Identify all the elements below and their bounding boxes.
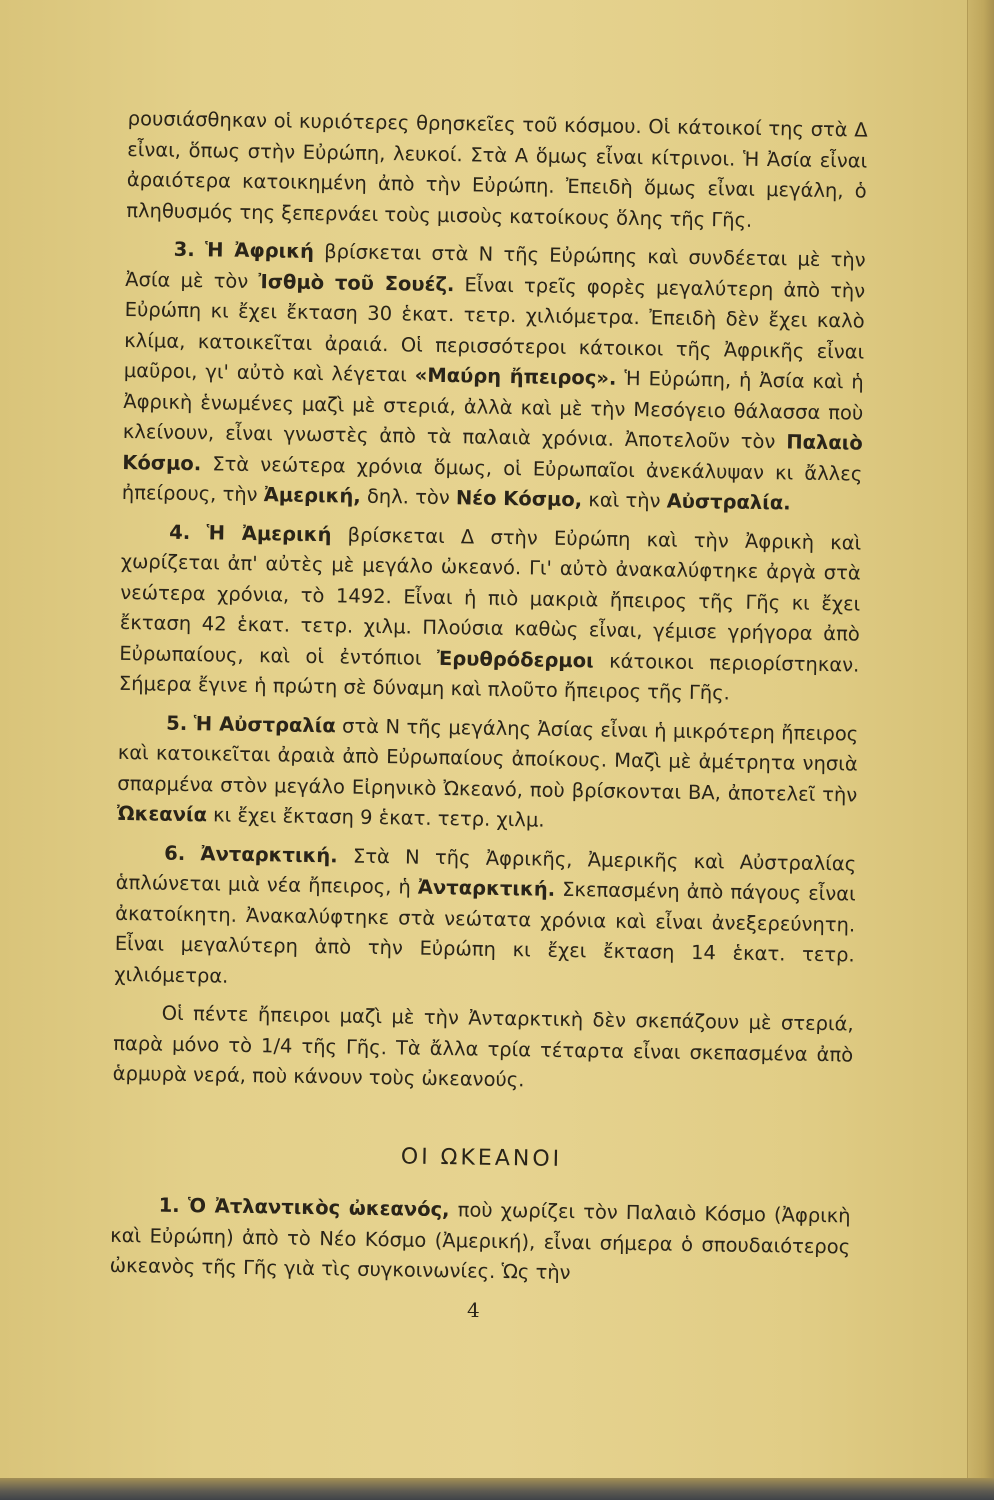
section-number: 5. <box>166 711 188 735</box>
paragraph-summary: Οἱ πέντε ἤπειροι μαζὶ μὲ τὴν Ἀνταρκτικὴ δὲν σκεπάζουν μὲ στεριά, παρὰ μόνο τὸ 1/4 τῆς Γῆς. Τὰ ἄλλα τρία τέταρτα εἶναι σκεπασμένα ἀπὸ ἁρμυρὰ νερά, ποὺ κάνουν τοὺς ὠκεανούς. <box>112 1001 854 1092</box>
paragraph-atlantic: 1. Ὁ Ἀτλαντικὸς ὠκεανός, ποὺ χωρίζει τὸν Παλαιὸ Κόσμο (Ἀφρικὴ καὶ Εὐρώπη) ἀπὸ τὸ Νέο Κόσμο (Ἀμερική), εἶναι σήμερα ὁ σπουδαιότερος ὠκεανὸς τῆς Γῆς γιὰ τὶς συγκοινωνίες. Ὡς τὴν <box>109 1193 851 1285</box>
section-title-australia: Ἡ Αὐστραλία <box>193 711 336 737</box>
paragraph-america: 4. Ἡ Ἀμερική βρίσκεται Δ στὴν Εὐρώπη καὶ τὴν Ἀφρικὴ καὶ χωρίζεται ἀπ' αὐτὲς μὲ μεγάλο ὠκεανό. Γι' αὐτὸ ἀνακαλύφτηκε ἀργὰ στὰ νεώτερα χρόνια, τὸ 1492. Εἶναι ἡ πιὸ μακριὰ ἤπειρος τῆς Γῆς κι ἔχει ἔκταση 42 ἑκατ. τετρ. χιλμ. Πλούσια καθὼς εἶναι, γέμισε γρήγορα ἀπὸ Εὐρωπαίους, καὶ οἱ ἐντόπιοι Ἐρυθρόδερμοι κάτοικοι περιορίστηκαν. Σήμερα ἔγινε ἡ πρώτη σὲ δύναμη καὶ πλοῦτο ἤπειρος τῆς Γῆς. <box>118 520 862 705</box>
section-title-america: Ἡ Ἀμερική <box>206 520 332 546</box>
paragraph-australia: 5. Ἡ Αὐστραλία στὰ Ν τῆς μεγάλης Ἀσίας εἶναι ἡ μικρότερη ἤπειρος καὶ κατοικεῖται ἀραιὰ ἀπὸ Εὐρωπαίους ἀποίκους. Μαζὶ μὲ ἀμέτρητα νησιὰ σπαρμένα στὸν μεγάλο Εἰρηνικὸ Ὠκεανό, ποὺ βρίσκονται ΒΑ, ἀποτελεῖ τὴν Ὠκεανία κι ἔχει ἔκταση 9 ἑκατ. τετρ. χιλμ. <box>116 711 859 832</box>
section-heading-oceans: ΟΙ ΩΚΕΑΝΟΙ <box>400 1143 563 1172</box>
page-text <box>109 104 868 1301</box>
section-number: 4. <box>169 520 191 544</box>
scan-bottom-edge <box>0 1478 994 1500</box>
page-number: 4 <box>467 1298 480 1322</box>
paragraph-asia-end: ρουσιάσθηκαν οἱ κυριότερες θρησκεῖες τοῦ κόσμου. Οἱ κάτοικοί της στὰ Δ εἶναι, ὅπως στὴν Εὐρώπη, λευκοί. Στὰ Α ὅμως εἶναι κίτρινοι. Ἡ Ἀσία εἶναι ἀραιότερα κατοικημένη ἀπὸ τὴν Εὐρώπη. Ἐπειδὴ ὅμως εἶναι μεγάλη, ὁ πληθυσμός της ξεπερνάει τοὺς μισοὺς κατοίκους ὅλης τῆς Γῆς. <box>126 106 868 232</box>
page-edge <box>967 0 994 1500</box>
section-number: 3. <box>173 237 195 262</box>
paragraph-africa: 3. Ἡ Ἀφρική βρίσκεται στὰ Ν τῆς Εὐρώπης καὶ συνδέεται μὲ τὴν Ἀσία μὲ τὸν Ἰσθμὸ τοῦ Σουέζ. Εἶναι τρεῖς φορὲς μεγαλύτερη ἀπὸ τὴν Εὐρώπη κι ἔχει ἔκταση 30 ἑκατ. τετρ. χιλιόμετρα. Ἐπειδὴ δὲν ἔχει καλὸ κλίμα, κατοικεῖται ἀραιά. Οἱ περισσότεροι κάτοικοι τῆς Ἀφρικῆς εἶναι μαῦροι, γι' αὐτὸ καὶ λέγεται «Μαύρη ἤπειρος». Ἡ Εὐρώπη, ἡ Ἀσία καὶ ἡ Ἀφρικὴ ἑνωμένες μαζὶ μὲ στεριά, ἀλλὰ καὶ μὲ τὴν Μεσόγειο θάλασσα ποὺ κλείνουν, εἶναι γνωστὲς ἀπὸ τὰ παλαιὰ χρόνια. Ἀποτελοῦν τὸν Παλαιὸ Κόσμο. Στὰ νεώτερα χρόνια ὅμως, οἱ Εὐρωπαῖοι ἀνεκάλυψαν κι ἄλλες ἠπείρους, τὴν Ἀμερική, δηλ. τὸν Νέο Κόσμο, καὶ τὴν Αὐστραλία. <box>121 237 866 515</box>
section-title-antarctica: Ἀνταρκτική. <box>200 841 338 867</box>
section-title-africa: Ἡ Ἀφρική <box>204 238 315 263</box>
section-number: 6. <box>164 841 186 865</box>
section-number: 1. <box>158 1193 180 1217</box>
paragraph-antarctica: 6. Ἀνταρκτική. Στὰ Ν τῆς Ἀφρικῆς, Ἀμερικῆς καὶ Αὐστραλίας ἁπλώνεται μιὰ νέα ἤπειρος, ἡ Ἀνταρκτική. Σκεπασμένη ἀπὸ πάγους εἶναι ἀκατοίκητη. Ἀνακαλύφτηκε στὰ νεώτατα χρόνια καὶ εἶναι ἀνεξερεύνητη. Εἶναι μεγαλύτερη ἀπὸ τὴν Εὐρώπη κι ἔχει ἔκταση 14 ἑκατ. τετρ. χιλιόμετρα. <box>114 841 857 988</box>
section-title-atlantic: Ὁ Ἀτλαντικὸς ὠκεανός, <box>187 1194 450 1222</box>
